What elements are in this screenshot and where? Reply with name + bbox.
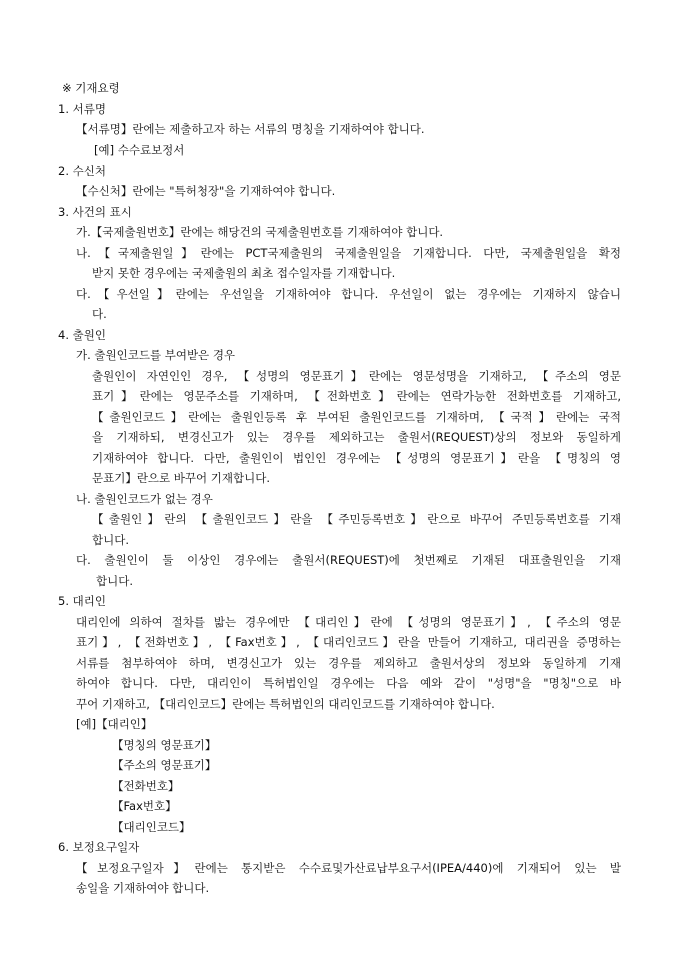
section-6-title: 6. 보정요구일자 <box>58 840 140 854</box>
section-1-example: [예] 수수료보정서 <box>94 143 185 157</box>
section-3-item-na-line-2: 받지 못한 경우에는 국제출원의 최초 접수일자를 기재합니다. <box>92 266 396 280</box>
section-4-item-da-line-1: 다. 출원인이 둘 이상인 경우에는 출원서(REQUEST)에 첫번째로 기재된 대표출원인을 기재 <box>76 553 621 567</box>
section-4-item-ga: 가. 출원인코드를 부여받은 경우 <box>76 348 236 362</box>
section-4-na-line-1: 【출원인】란의 【출원인코드】란을 【주민등록번호】란으로 바꾸어 주민등록번호를 기재 <box>92 512 621 526</box>
section-5-line-4: 하여야 합니다. 다만, 대리인이 특허법인일 경우에는 다음 예와 같이 "성명"을 "명칭"으로 바 <box>76 676 621 690</box>
section-6-line-1: 【보정요구일자】란에는 통지받은 수수료및가산료납부요구서(IPEA/440)에 기재되어 있는 발 <box>76 861 621 875</box>
section-3-item-ga: 가.【국제출원번호】란에는 해당건의 국제출원번호를 기재하여야 합니다. <box>76 225 444 239</box>
section-4-item-da-line-2: 합니다. <box>96 574 133 588</box>
section-2-body: 【수신처】란에는 "특허청장"을 기재하여야 합니다. <box>76 184 336 198</box>
section-5-example-item: 【명칭의 영문표기】 <box>112 738 217 752</box>
section-2-title: 2. 수신처 <box>58 164 106 178</box>
section-5-title: 5. 대리인 <box>58 594 106 608</box>
section-4-ga-line-4: 을 기재하되, 변경신고가 있는 경우를 제외하고는 출원서(REQUEST)상의 정보와 동일하게 <box>92 430 621 444</box>
section-5-line-3: 서류를 첨부하여야 하며, 변경신고가 있는 경우를 제외하고 출원서상의 정보와 동일하게 기재 <box>76 656 621 670</box>
header-note: ※ 기재요령 <box>62 81 120 95</box>
section-4-ga-line-1: 출원인이 자연인인 경우, 【성명의 영문표기】란에는 영문성명을 기재하고, 【주소의 영문 <box>92 369 621 383</box>
section-1-body: 【서류명】란에는 제출하고자 하는 서류의 명칭을 기재하여야 합니다. <box>76 122 425 136</box>
section-5-example-label: [예]【대리인】 <box>76 717 153 731</box>
section-4-ga-line-6: 문표기】란으로 바꾸어 기재합니다. <box>92 471 270 485</box>
section-3-item-da-line-2: 다. <box>92 307 107 321</box>
section-4-ga-line-3: 【출원인코드】란에는 출원인등록 후 부여된 출원인코드를 기재하며, 【국적】란에는 국적 <box>92 410 621 424</box>
section-4-title: 4. 출원인 <box>58 328 106 342</box>
section-5-line-2: 표기】, 【전화번호】, 【Fax번호】, 【대리인코드】란을 만들어 기재하고, 대리권을 증명하는 <box>76 635 621 649</box>
section-5-example-item: 【대리인코드】 <box>112 820 191 834</box>
section-1-title: 1. 서류명 <box>58 102 106 116</box>
section-5-line-5: 꾸어 기재하고, 【대리인코드】란에는 특허법인의 대리인코드를 기재하여야 합니다. <box>76 697 495 711</box>
section-5-example-item: 【Fax번호】 <box>112 799 177 813</box>
section-3-title: 3. 사건의 표시 <box>58 205 132 219</box>
section-4-ga-line-2: 표기】란에는 영문주소를 기재하며, 【전화번호】란에는 연락가능한 전화번호를 기재하고, <box>92 389 621 403</box>
section-3-item-da-line-1: 다.【우선일】란에는 우선일을 기재하여야 합니다. 우선일이 없는 경우에는 기재하지 않습니 <box>76 287 621 301</box>
section-3-item-na-line-1: 나.【국제출원일】란에는 PCT국제출원의 국제출원일을 기재합니다. 다만, 국제출원일을 확정 <box>76 246 621 260</box>
section-4-ga-line-5: 기재하여야 합니다. 다만, 출원인이 법인인 경우에는 【성명의 영문표기】란을 【명칭의 영 <box>92 451 621 465</box>
section-5-example-item: 【주소의 영문표기】 <box>112 758 217 772</box>
section-5-example-item: 【전화번호】 <box>112 779 180 793</box>
section-4-item-na: 나. 출원인코드가 없는 경우 <box>76 492 213 506</box>
section-6-line-2: 송일을 기재하여야 합니다. <box>76 881 210 895</box>
section-5-line-1: 대리인에 의하여 절차를 밟는 경우에만 【대리인】란에 【성명의 영문표기】, 【주소의 영문 <box>76 615 621 629</box>
section-4-na-line-2: 합니다. <box>92 533 129 547</box>
